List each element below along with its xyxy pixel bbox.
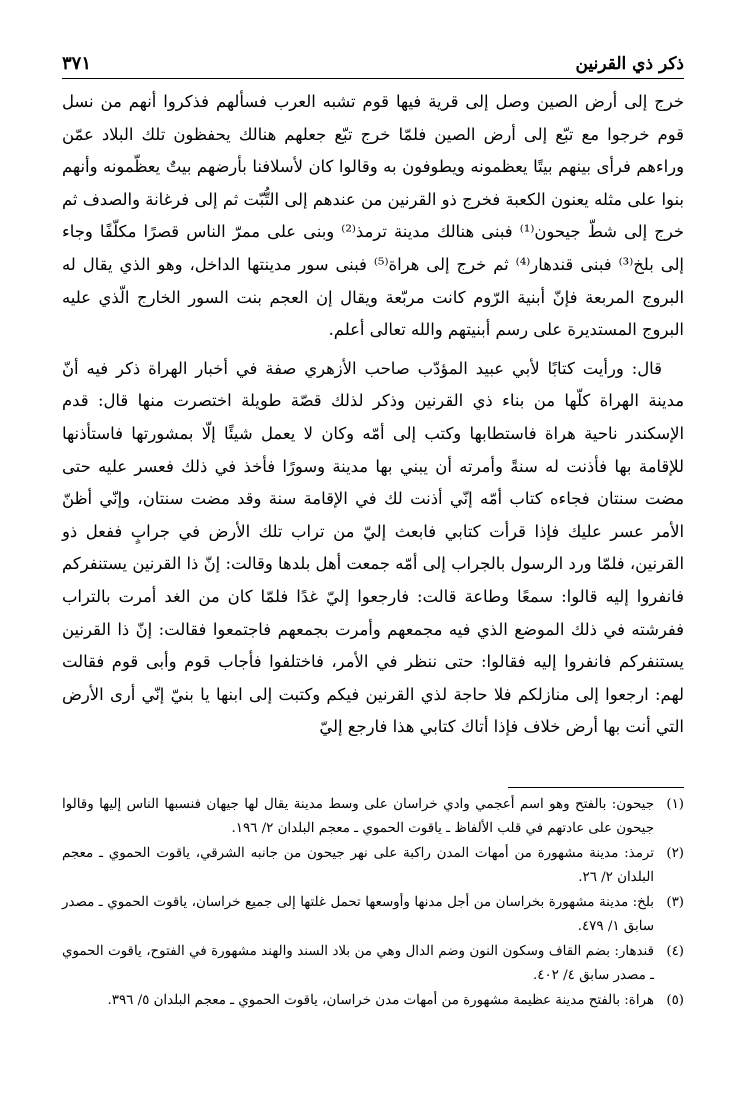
footnote-text: قندهار: بضم القاف وسكون النون وضم الدال وهي من بلاد السند والهند مشهورة في الفتوح، ياقوت الحموي ـ مصدر سابق ٤/ ٤٠٢. — [62, 944, 654, 983]
footnote-number: (١) — [666, 797, 684, 812]
footnote-number: (٢) — [666, 846, 684, 861]
footnote-item — [62, 891, 684, 938]
footnote-item — [62, 842, 684, 889]
page-number: ٣٧١ — [62, 53, 92, 74]
footnote-number: (٣) — [666, 895, 684, 910]
footnote-text: جيحون: بالفتح وهو اسم أعجمي وادي خراسان على وسط مدينة يقال لها جيهان فنسبها الناس إليها وقالوا جيحون على عادتهم في قلب الألفاظ ـ ياقوت الحموي ـ معجم البلدان ٢/ ١٩٦. — [62, 797, 654, 836]
paragraph-1: خرج إلى أرض الصين وصل إلى قرية فيها قوم تشبه العرب فسألهم فذكروا أنهم من نسل قوم خرجوا مع تبّع إلى أرض الصين فلمّا خرج تبّع جعلهم هنالك يحفظون تلك البلاد عمّن وراءهم فرأى بينهم بيتًا يعظمونه ويطوفون به وقالوا كان لأسلافنا بأرضهم بيتٌ يعظّمونه وأنهم بنوا على مثله يعنون الكعبة فخرج ذو القرنين من عندهم إلى التُّبّت ثم إلى فرغانة والصدف ثم خرج إلى شطّ جيحون⁽¹⁾ فبنى هنالك مدينة ترمذ⁽²⁾ وبنى على ممرّ الناس قصرًا مكلّفًا وجاء إلى بلخ⁽³⁾ فبنى قندهار⁽⁴⁾ ثم خرج إلى هراة⁽⁵⁾ فبنى سور مدينتها الداخل، وهو الذي يقال له البروج المربعة فإنّ أبنية الرّوم كانت مربّعة ويقال إن العجم بنت السور الخارج الّذي عليه البروج المستديرة على رسم أبنيتهم والله تعالى أعلم. — [62, 92, 685, 340]
footnote-text: بلخ: مدينة مشهورة بخراسان من أجل مدنها وأوسعها تحمل غلتها إلى جميع خراسان، ياقوت الحموي ـ مصدر سابق ١/ ٤٧٩. — [62, 895, 654, 934]
footnote-item — [62, 793, 684, 840]
footnote-text: ترمذ: مدينة مشهورة من أمهات المدن راكبة على نهر جيحون من جانبه الشرقي، ياقوت الحموي ـ معجم البلدان ٢/ ٢٦. — [62, 846, 654, 885]
main-text — [62, 86, 684, 744]
footnotes — [62, 793, 684, 1015]
footnote-item — [62, 940, 684, 987]
footnote-text: هراة: بالفتح مدينة عظيمة مشهورة من أمهات مدن خراسان، ياقوت الحموي ـ معجم البلدان ٥/ ٣٩٦. — [107, 993, 654, 1008]
page-header — [62, 44, 684, 79]
footnote-item — [62, 989, 684, 1013]
footnote-number: (٤) — [666, 944, 684, 959]
footnote-separator — [508, 787, 684, 788]
running-title: ذكر ذي القرنين — [575, 54, 684, 74]
paragraph-2: قال: ورأيت كتابًا لأبي عبيد المؤدّب صاحب الأزهري صفة في أخبار الهراة ذكر فيه أنّ مدينة الهراة كلّها من بناء ذي القرنين وذكر لذلك قصّة طويلة اختصرت منها قال: قدم الإسكندر ناحية هراة فاستطابها وكتب إلى أمّه وكان لا يعمل شيئًا إلّا بمشورتها فاستأذنها للإقامة بها فأذنت له سنةً وأمرته أن يبني بها مدينة وسورًا فأخذ في ذلك فعسر عليه حتى مضت سنتان فجاءه كتاب أمّه إنّي أذنت لك في الإقامة سنة وقد مضت سنتان، وإنّي أظنّ الأمر عسر عليك فإذا قرأت كتابي فابعث إليّ من تراب تلك الأرض في جرابٍ ففعل ذو القرنين، فلمّا ورد الرسول بالجراب إلى أمّه جمعت أهل بلدها وقالت: إنّ ذا القرنين يستنفركم فانفروا إليه قالوا: سمعًا وطاعة قالت: فارجعوا إليّ غدًا فلمّا كان من الغد أمرت بالتراب ففرشته في ذلك الموضع الذي فيه مجمعهم وأمرت بجمعهم فاجتمعوا فقالت: إنّ ذا القرنين يستنفركم فانفروا إليه فقالوا: حتى ننظر في الأمر، فاختلفوا فأجاب قوم وأبى قوم فقالت لهم: ارجعوا إلى منازلكم فلا حاجة لذي القرنين فيكم وكتبت إلى ابنها يا بنيّ إنّي أرى الأرض التي أنت بها أرض خلاف فإذا أتاك كتابي هذا فارجع إليّ — [62, 358, 684, 737]
footnote-number: (٥) — [666, 993, 684, 1008]
